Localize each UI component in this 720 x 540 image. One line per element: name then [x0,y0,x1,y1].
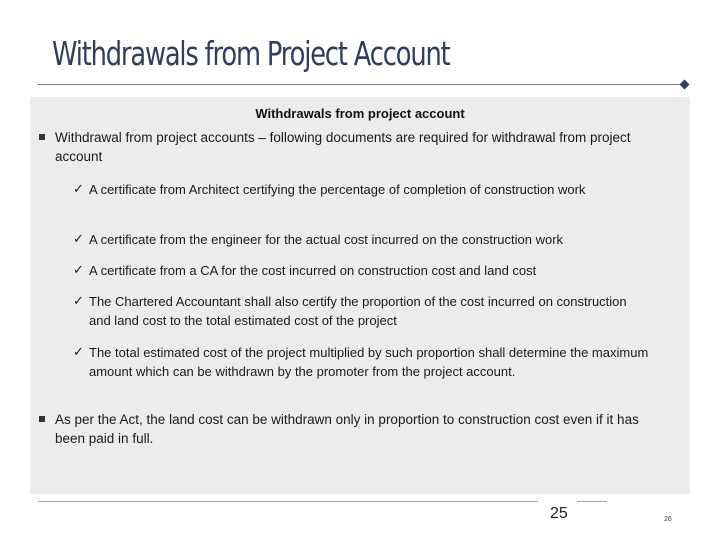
bullet-text: Withdrawal from project accounts – following documents are required for withdrawal from project account [55,130,631,164]
checkmark-icon: ✓ [73,263,84,278]
bullet-item [55,410,670,448]
checkmark-icon: ✓ [73,345,84,360]
checklist-item [73,343,649,381]
slide-number: 26 [664,516,672,523]
content-panel [30,97,690,494]
checklist-text: A certificate from the engineer for the actual cost incurred on the construction work [89,232,564,247]
square-bullet-icon [39,416,45,422]
checklist-text: A certificate from Architect certifying the percentage of completion of construction work [89,182,586,197]
checklist-item [73,292,629,330]
panel-heading: Withdrawals from project account [255,106,465,121]
title-divider [38,84,684,85]
bullet-text: As per the Act, the land cost can be withdrawn only in proportion to construction cost even if it has been paid in full. [55,412,639,446]
checklist-item [73,230,659,249]
checkmark-icon: ✓ [73,232,84,247]
slide-title: Withdrawals from Project Account [52,34,450,73]
checklist-item [73,180,629,199]
square-bullet-icon [39,134,45,140]
footer-divider [577,501,607,502]
checklist-item [73,261,659,280]
checklist-text: The total estimated cost of the project multiplied by such proportion shall determine the maximum amount which can be withdrawn by the promoter from the project account. [89,345,649,379]
footer-divider [38,501,538,502]
checklist-text: A certificate from a CA for the cost incurred on construction cost and land cost [89,263,537,278]
checklist-text: The Chartered Accountant shall also certify the proportion of the cost incurred on construction and land cost to the total estimated cost of the project [89,294,627,328]
divider-diamond-icon [680,80,690,90]
page-number: 25 [550,505,568,522]
checkmark-icon: ✓ [73,294,84,309]
bullet-item [55,128,655,166]
checkmark-icon: ✓ [73,182,84,197]
